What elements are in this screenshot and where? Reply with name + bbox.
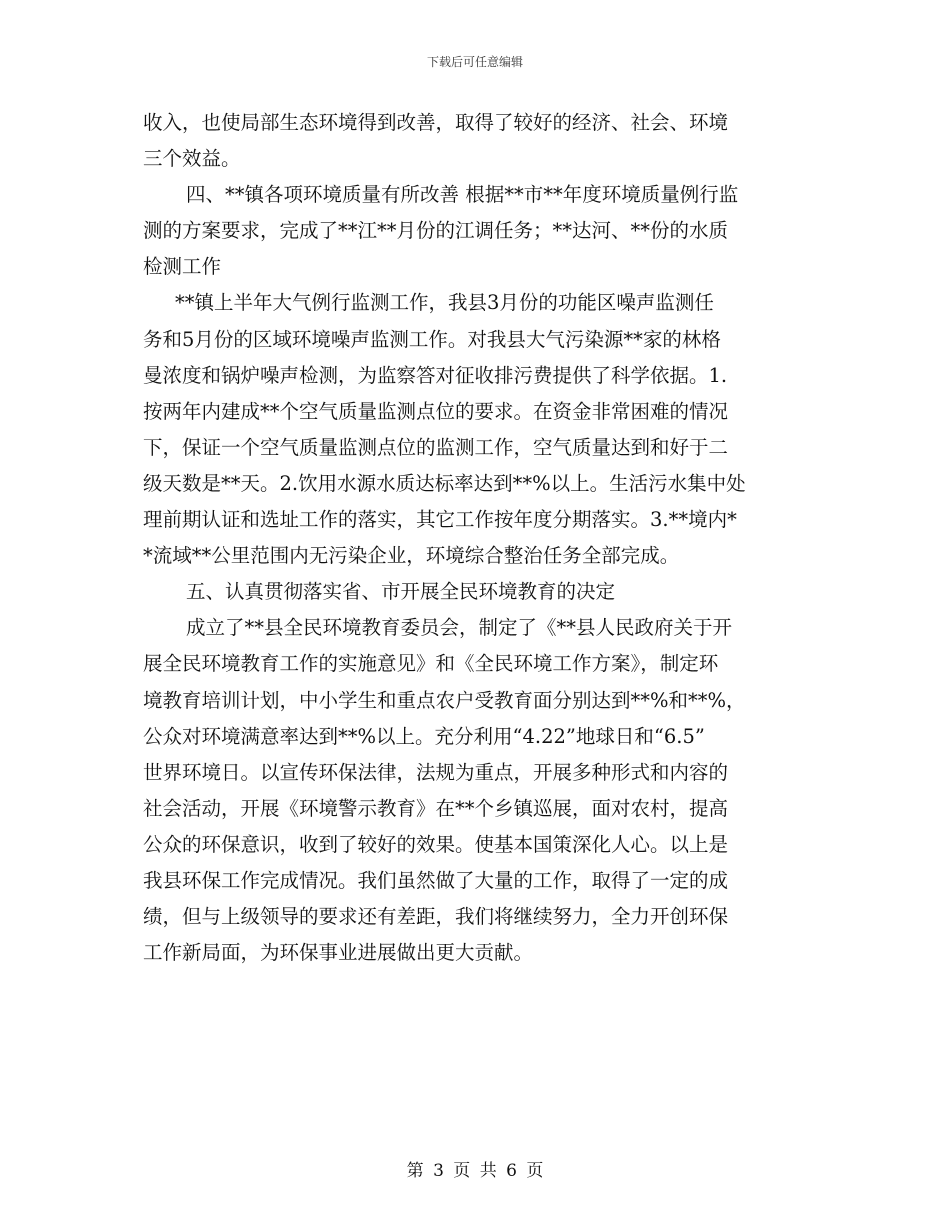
text-line: 绩，但与上级领导的要求还有差距，我们将继续努力，全力开创环保 xyxy=(143,905,729,929)
text-line: 曼浓度和锅炉噪声检测，为监察答对征收排污费提供了科学依据。1. xyxy=(143,363,728,387)
document-body xyxy=(143,105,807,971)
text-line: 理前期认证和选址工作的落实，其它工作按年度分期落实。3.**境内* xyxy=(143,508,737,532)
text-line: 公众对环境满意率达到**%以上。充分利用“4.22”地球日和“6.5” xyxy=(143,724,705,748)
text-line: 工作新局面，为环保事业进展做出更大贡献。 xyxy=(143,941,534,965)
text-line: 成立了**县全民环境教育委员会，制定了《**县人民政府关于开 xyxy=(186,616,733,640)
text-line: 测的方案要求，完成了**江**月份的江调任务；**达河、**份的水质 xyxy=(143,219,729,243)
text-line: 世界环境日。以宣传环保法律，法规为重点，开展多种形式和内容的 xyxy=(143,760,729,784)
text-line: 务和5月份的区域环境噪声监测工作。对我县大气污染源**家的林格 xyxy=(143,327,721,351)
page-header: 下载后可任意编辑 xyxy=(426,55,523,69)
text-line: 我县环保工作完成情况。我们虽然做了大量的工作，取得了一定的成 xyxy=(143,868,729,892)
text-line: **镇上半年大气例行监测工作，我县3月份的功能区噪声监测任 xyxy=(175,291,714,315)
page-number-footer: 第 3 页 共 6 页 xyxy=(406,1161,544,1181)
text-line: *流域**公里范围内无污染企业，环境综合整治任务全部完成。 xyxy=(143,544,680,568)
text-line: 检测工作 xyxy=(143,255,222,279)
section-heading: 四、**镇各项环境质量有所改善 根据**市**年度环境质量例行监 xyxy=(186,183,739,207)
text-line: 展全民环境教育工作的实施意见》和《全民环境工作方案》，制定环 xyxy=(143,652,719,676)
text-line: 级天数是**天。2.饮用水源水质达标率达到**%以上。生活污水集中处 xyxy=(143,471,746,495)
text-line: 按两年内建成**个空气质量监测点位的要求。在资金非常困难的情况 xyxy=(143,399,729,423)
text-line: 三个效益。 xyxy=(143,147,241,171)
text-line: 收入，也使局部生态环境得到改善，取得了较好的经济、社会、环境 xyxy=(143,111,729,134)
text-line: 下，保证一个空气质量监测点位的监测工作，空气质量达到和好于二 xyxy=(143,435,729,459)
text-line: 社会活动，开展《环境警示教育》在**个乡镇巡展，面对农村，提高 xyxy=(143,796,729,820)
section-heading: 五、认真贯彻落实省、市开展全民环境教育的决定 xyxy=(186,580,616,604)
text-line: 公众的环保意识，收到了较好的效果。使基本国策深化人心。以上是 xyxy=(143,832,729,856)
text-line: 境教育培训计划，中小学生和重点农户受教育面分别达到**%和**%， xyxy=(143,688,746,712)
